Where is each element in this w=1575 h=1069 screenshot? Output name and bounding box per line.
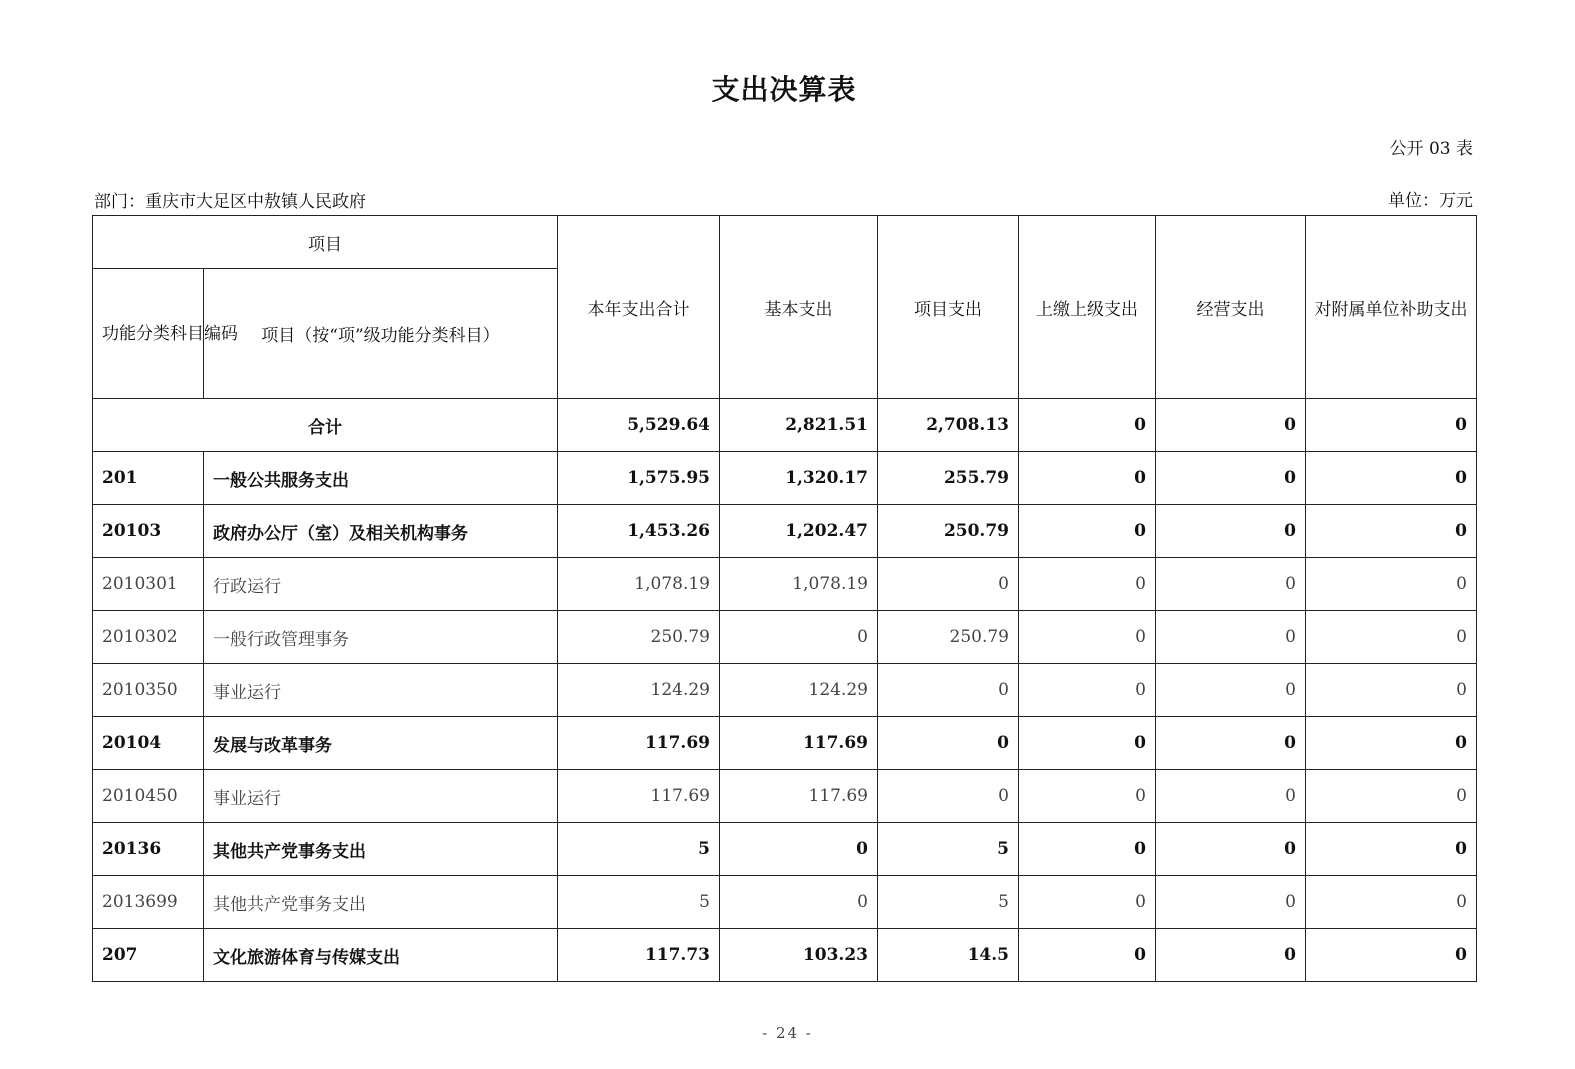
subsidy-cell: 0 (1306, 664, 1477, 717)
table-row (93, 929, 1477, 982)
total-cell: 117.73 (558, 929, 720, 982)
upper-header: 上缴上级支出 (1019, 216, 1156, 399)
business-cell: 0 (1156, 876, 1306, 929)
project-cell: 5 (878, 876, 1019, 929)
business-cell: 0 (1156, 717, 1306, 770)
name-cell: 一般公共服务支出 (204, 452, 558, 505)
project-cell: 255.79 (878, 452, 1019, 505)
page-number: - 24 - (762, 1024, 813, 1042)
total-cell: 5,529.64 (558, 399, 720, 452)
business-cell: 0 (1156, 399, 1306, 452)
unit-label: 单位：万元 (1388, 191, 1473, 211)
code-cell: 2010350 (93, 664, 204, 717)
subsidy-cell: 0 (1306, 452, 1477, 505)
total-cell: 250.79 (558, 611, 720, 664)
basic-cell: 117.69 (720, 717, 878, 770)
code-cell: 2013699 (93, 876, 204, 929)
name-cell: 其他共产党事务支出 (204, 876, 558, 929)
name-cell: 一般行政管理事务 (204, 611, 558, 664)
subsidy-cell: 0 (1306, 505, 1477, 558)
total-header: 本年支出合计 (558, 216, 720, 399)
subsidy-cell: 0 (1306, 876, 1477, 929)
subsidy-cell: 0 (1306, 770, 1477, 823)
basic-cell: 1,320.17 (720, 452, 878, 505)
name-header: 项目（按“项”级功能分类科目） (204, 269, 558, 399)
upper-cell: 0 (1019, 452, 1156, 505)
business-cell: 0 (1156, 452, 1306, 505)
business-cell: 0 (1156, 611, 1306, 664)
business-cell: 0 (1156, 823, 1306, 876)
business-cell: 0 (1156, 770, 1306, 823)
subsidy-cell: 0 (1306, 558, 1477, 611)
total-cell: 117.69 (558, 717, 720, 770)
table-row (93, 664, 1477, 717)
basic-cell: 0 (720, 876, 878, 929)
page-title: 支出决算表 (711, 73, 857, 106)
upper-cell: 0 (1019, 558, 1156, 611)
basic-cell: 2,821.51 (720, 399, 878, 452)
name-cell: 政府办公厅（室）及相关机构事务 (204, 505, 558, 558)
basic-header: 基本支出 (720, 216, 878, 399)
business-cell: 0 (1156, 664, 1306, 717)
business-cell: 0 (1156, 929, 1306, 982)
name-cell: 其他共产党事务支出 (204, 823, 558, 876)
department-label: 部门：重庆市大足区中敖镇人民政府 (94, 192, 366, 212)
total-cell: 124.29 (558, 664, 720, 717)
code-cell: 20136 (93, 823, 204, 876)
subsidy-cell: 0 (1306, 823, 1477, 876)
name-cell: 事业运行 (204, 664, 558, 717)
project-cell: 0 (878, 664, 1019, 717)
table-row (93, 611, 1477, 664)
form-number: 公开 03 表 (1389, 139, 1473, 159)
upper-cell: 0 (1019, 770, 1156, 823)
basic-cell: 1,078.19 (720, 558, 878, 611)
expenditure-table (92, 215, 1477, 982)
table-row (93, 452, 1477, 505)
name-cell: 行政运行 (204, 558, 558, 611)
project-cell: 5 (878, 823, 1019, 876)
project-cell: 14.5 (878, 929, 1019, 982)
subsidy-header: 对附属单位补助支出 (1306, 216, 1477, 399)
upper-cell: 0 (1019, 717, 1156, 770)
total-cell: 1,078.19 (558, 558, 720, 611)
upper-cell: 0 (1019, 611, 1156, 664)
project-header: 项目支出 (878, 216, 1019, 399)
item-group-header: 项目 (93, 216, 558, 269)
business-header: 经营支出 (1156, 216, 1306, 399)
table-row (93, 823, 1477, 876)
table-row (93, 558, 1477, 611)
total-cell: 117.69 (558, 770, 720, 823)
project-cell: 2,708.13 (878, 399, 1019, 452)
upper-cell: 0 (1019, 399, 1156, 452)
project-cell: 0 (878, 558, 1019, 611)
code-cell: 2010450 (93, 770, 204, 823)
basic-cell: 103.23 (720, 929, 878, 982)
name-cell: 文化旅游体育与传媒支出 (204, 929, 558, 982)
code-cell: 2010301 (93, 558, 204, 611)
total-row (93, 399, 1477, 452)
subsidy-cell: 0 (1306, 399, 1477, 452)
table-row (93, 717, 1477, 770)
total-cell: 1,453.26 (558, 505, 720, 558)
business-cell: 0 (1156, 558, 1306, 611)
code-header: 功能分类科目编码 (93, 269, 204, 399)
total-cell: 5 (558, 823, 720, 876)
upper-cell: 0 (1019, 823, 1156, 876)
upper-cell: 0 (1019, 664, 1156, 717)
code-cell: 20103 (93, 505, 204, 558)
upper-cell: 0 (1019, 505, 1156, 558)
subsidy-cell: 0 (1306, 611, 1477, 664)
code-cell: 20104 (93, 717, 204, 770)
basic-cell: 0 (720, 823, 878, 876)
table-row (93, 876, 1477, 929)
code-cell: 207 (93, 929, 204, 982)
basic-cell: 1,202.47 (720, 505, 878, 558)
name-cell: 发展与改革事务 (204, 717, 558, 770)
basic-cell: 0 (720, 611, 878, 664)
subsidy-cell: 0 (1306, 717, 1477, 770)
total-cell: 1,575.95 (558, 452, 720, 505)
business-cell: 0 (1156, 505, 1306, 558)
total-cell: 5 (558, 876, 720, 929)
project-cell: 250.79 (878, 611, 1019, 664)
upper-cell: 0 (1019, 876, 1156, 929)
upper-cell: 0 (1019, 929, 1156, 982)
total-label: 合计 (93, 399, 558, 452)
name-cell: 事业运行 (204, 770, 558, 823)
project-cell: 0 (878, 770, 1019, 823)
table-row (93, 770, 1477, 823)
project-cell: 0 (878, 717, 1019, 770)
basic-cell: 117.69 (720, 770, 878, 823)
code-cell: 201 (93, 452, 204, 505)
subsidy-cell: 0 (1306, 929, 1477, 982)
code-cell: 2010302 (93, 611, 204, 664)
table-row (93, 505, 1477, 558)
project-cell: 250.79 (878, 505, 1019, 558)
basic-cell: 124.29 (720, 664, 878, 717)
